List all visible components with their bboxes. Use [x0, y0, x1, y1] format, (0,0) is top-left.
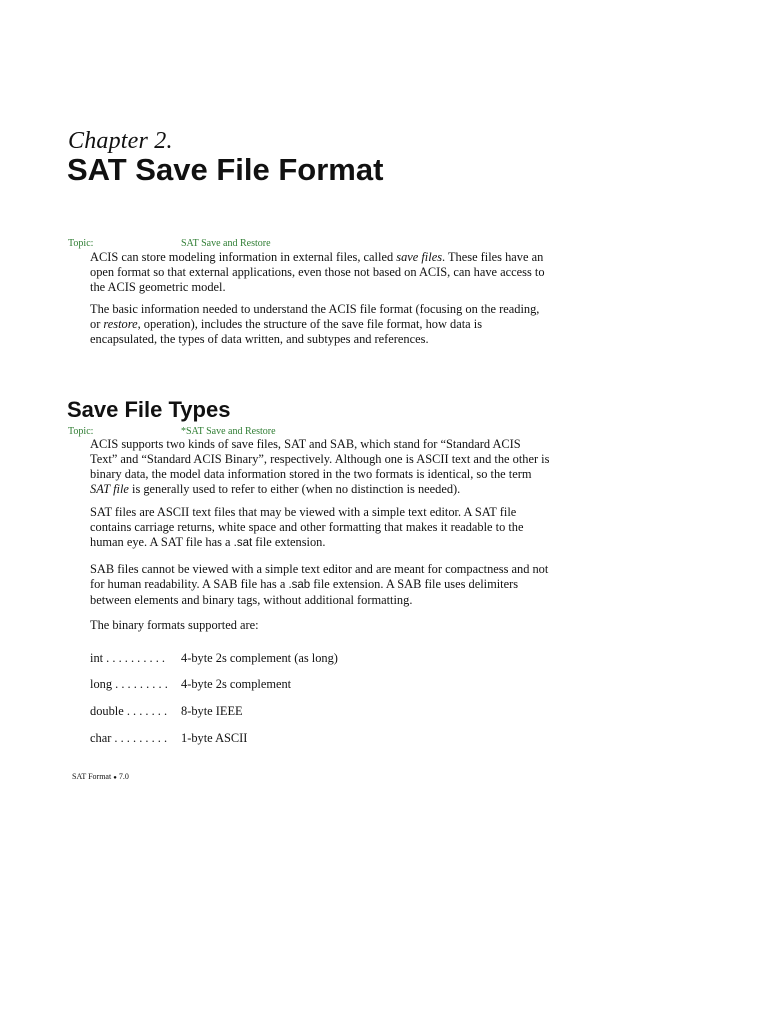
format-row [90, 651, 338, 666]
paragraph: The basic information needed to understand the ACIS file format (focusing on the reading, or restore, operation), includes the structure of the save file format, how data is encapsulated, the types of data written, and subtypes and references. [90, 302, 540, 346]
format-name: double . . . . . . . [90, 704, 168, 718]
page-footer: SAT Format ● 7.0 [72, 772, 129, 781]
chapter-label: Chapter 2. [68, 128, 173, 154]
format-row [90, 731, 247, 746]
types-section [90, 437, 550, 633]
format-desc: 8-byte IEEE [181, 704, 243, 718]
format-row [90, 677, 291, 692]
paragraph: The binary formats supported are: [90, 618, 259, 632]
section-title: Save File Types [67, 397, 231, 422]
format-name: long . . . . . . . . . [90, 677, 168, 691]
bullet-icon: ● [113, 775, 117, 781]
intro-section [90, 250, 550, 347]
topic-label: Topic: [68, 426, 94, 437]
chapter-title: SAT Save File Format [67, 152, 384, 187]
format-row [90, 704, 243, 719]
paragraph: ACIS can store modeling information in external files, called save files. These files have an open format so that external applications, even those not based on ACIS, can have access to the ACIS geometric model. [90, 250, 545, 294]
topic-label: Topic: [68, 238, 94, 249]
format-desc: 1-byte ASCII [181, 731, 248, 745]
format-name: char . . . . . . . . . [90, 731, 168, 745]
format-desc: 4-byte 2s complement (as long) [181, 651, 338, 665]
paragraph: ACIS supports two kinds of save files, SAT and SAB, which stand for “Standard ACIS Text” and “Standard ACIS Binary”, respectively. Although one is ASCII text and the other is binary data, the model data information stored in the two formats is identical, so the term SAT file is generally used to refer to either (when no distinction is needed). [90, 437, 550, 496]
format-desc: 4-byte 2s complement [181, 677, 292, 691]
paragraph: SAB files cannot be viewed with a simple text editor and are meant for compactness and not for human readability. A SAB file has a .sab file extension. A SAB file uses delimiters between elements and binary tags, without additional formatting. [90, 562, 549, 607]
paragraph: SAT files are ASCII text files that may be viewed with a simple text editor. A SAT file contains carriage returns, white space and other formatting that makes it readable to the human eye. A SAT file has a .sat file extension. [90, 505, 524, 549]
topic-link[interactable]: *SAT Save and Restore [181, 426, 276, 437]
topic-link[interactable]: SAT Save and Restore [181, 238, 271, 249]
format-name: int . . . . . . . . . . [90, 651, 166, 665]
